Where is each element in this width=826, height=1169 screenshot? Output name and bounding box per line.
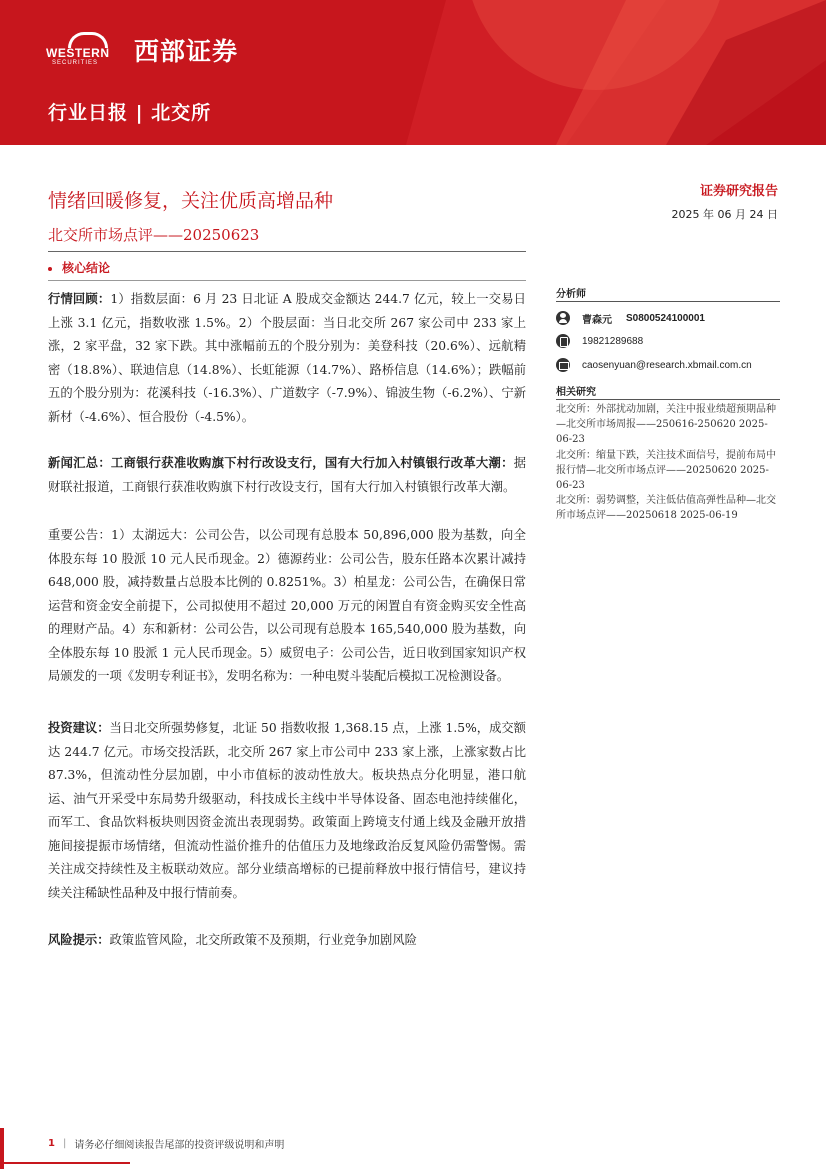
page-title: 情绪回暖修复，关注优质高增品种: [48, 190, 334, 212]
related-heading: 相关研究: [556, 387, 596, 398]
analyst-divider: [556, 301, 780, 302]
paragraph-risk: 风险提示：政策监管风险，北交所政策不及预期，行业竞争加剧风险: [48, 933, 417, 947]
section-divider: [48, 280, 526, 281]
title-divider: [48, 251, 526, 252]
footer-disclaimer: 请务必仔细阅读报告尾部的投资评级说明和声明: [74, 1140, 285, 1151]
company-logo: [46, 30, 238, 70]
paragraph-news: 新闻汇总：工商银行获准收购旗下村行改设支行，国有大行加入村镇银行改革大潮：据财联社报道，工商银行获准收购旗下村行改设支行，国有大行加入村镇银行改革大潮。: [48, 456, 526, 494]
page-subtitle: 北交所市场点评——20250623: [48, 226, 260, 244]
related-item[interactable]: 北交所：缩量下跌，关注技术面信号，提前布局中报行情—北交所市场点评——20250620 2025-06-23: [556, 449, 776, 492]
footer-corner-horizontal: [0, 1162, 130, 1164]
phone-icon: [556, 334, 570, 348]
analyst-email-row: [556, 356, 752, 374]
related-item[interactable]: 北交所：弱势调整，关注低估值高弹性品种—北交所市场点评——20250618 2025-06-19: [556, 495, 776, 522]
report-category: 行业日报 | 北交所: [48, 102, 212, 124]
analyst-cert: S0800524100001: [626, 312, 705, 324]
section-heading: 核心结论: [48, 259, 110, 276]
related-divider: [556, 399, 780, 400]
paragraph-investment-advice: 投资建议：当日北交所强势修复，北证 50 指数收报 1,368.15 点，上涨 1.5%，成交额达 244.7 亿元。市场交投活跃，北交所 267 家上市公司中 233 家上涨，上涨家数占比 87.3%，但流动性分层加剧，中小市值标的波动性放大。板块热点分化明显，港口航运、油气开采受中东局势升级驱动，科技成长主线中半导体设备、固态电池持续催化，而军工、食品饮料板块则因资金流出表现弱势。政策面上跨境支付通上线及金融开放措施间接提振市场情绪，但流动性溢价推升的估值压力及地缘政治反复风险仍需警惕。需关注成交持续性及主板联动效应。部分业绩高增标的已提前释放中报行情信号，建议持续关注稀缺性品种及中报行情前奏。: [48, 721, 526, 900]
footer-separator: |: [62, 1138, 67, 1149]
bull-logo-icon: WESTERN SECURITIES: [46, 32, 128, 68]
report-type: 证券研究报告: [699, 184, 778, 199]
analyst-name: 曹森元: [582, 314, 612, 326]
analyst-phone: 19821289688: [582, 335, 644, 347]
related-item[interactable]: 北交所：外部扰动加剧，关注中报业绩超预期品种—北交所市场周报——250616-250620 2025-06-23: [556, 404, 776, 446]
analyst-heading: 分析师: [556, 289, 586, 300]
company-name: 西部证券: [134, 37, 239, 66]
bullet-icon: [48, 267, 52, 271]
paragraph-market-review: 行情回顾：1）指数层面：6 月 23 日北证 A 股成交金额达 244.7 亿元，较上一交易日上涨 3.1 亿元，指数收涨 1.5%。2）个股层面：当日北交所 267 家公司中 233 家上涨，2 家平盘，32 家下跌。其中涨幅前五的个股分别为：美登科技（20.6%）、远航精密（18.8%）、联迪信息（14.8%）、长虹能源（14.7%）、路桥信息（14.6%）；跌幅前五的个股分别为：花溪科技（-16.3%）、广道数字（-7.9%）、锦波生物（-6.2%）、宁新新材（-4.6%）、恒合股份（-4.5%）。: [48, 292, 526, 424]
person-icon: [556, 311, 570, 325]
page-number: 1: [48, 1138, 55, 1149]
footer: [48, 1136, 284, 1151]
paragraph-announcements: 重要公告：1）太湖远大：公司公告，以公司现有总股本 50,896,000 股为基数，向全体股东每 10 股派 10 元人民币现金。2）德源药业：公司公告，股东任路本次累计减持 648,000 股，减持数量占总股本比例的 0.8251%。3）柏星龙：公司公告，在确保日常运营和资金安全前提下，公司拟使用不超过 20,000 万元的闲置自有资金购买安全性高的理财产品。4）东和新材：公司公告，以公司现有总股本 165,540,000 股为基数，向全体股东每 10 股派 1 元人民币现金。5）威贸电子：公司公告，近日收到国家知识产权局颁发的一项《发明专利证书》，发明名称为：一种电熨斗装配后模拟工况检测设备。: [48, 528, 526, 683]
report-date: 2025 年 06 月 24 日: [671, 208, 778, 221]
mail-icon: [556, 358, 570, 372]
header-decoration: [406, 0, 826, 145]
analyst-phone-row: [556, 332, 643, 350]
header-band: [0, 0, 826, 145]
analyst-name-row: [556, 309, 705, 327]
analyst-email[interactable]: caosenyuan@research.xbmail.com.cn: [582, 359, 752, 371]
related-research-list: [556, 402, 780, 524]
